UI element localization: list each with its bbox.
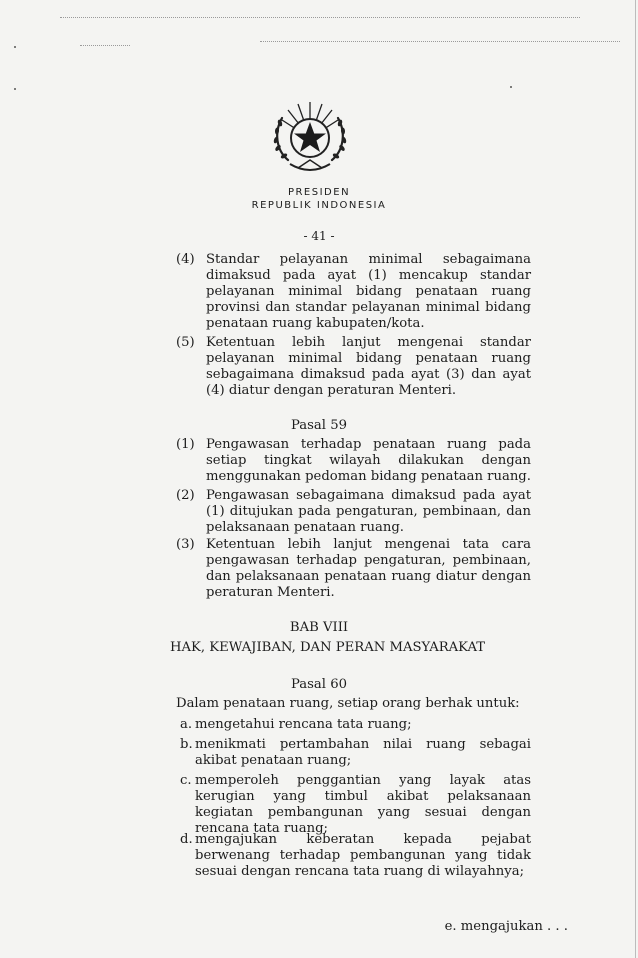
scan-artifact-line: [80, 45, 130, 46]
item-text: Standar pelayanan minimal sebagaimana dimaksud pada ayat (1) mencakup standar pelayanan minimal bidang penataan ruang provinsi dan standar pelayanan minimal bidang penataan ruang kabupaten/kota.: [206, 252, 531, 331]
item-number: (4): [176, 252, 195, 267]
item-text: Ketentuan lebih lanjut mengenai standar pelayanan minimal bidang penataan ruang sebagaimana dimaksud pada ayat (3) dan ayat (4) diatur dengan peraturan Menteri.: [206, 335, 531, 398]
item-number: (3): [176, 537, 195, 552]
item-text: Pengawasan terhadap penataan ruang pada setiap tingkat wilayah dilakukan dengan menggunakan pedoman bidang penataan ruang.: [206, 437, 531, 484]
list-item: [180, 832, 531, 880]
item-text: menikmati pertambahan nilai ruang sebagai akibat penataan ruang;: [195, 737, 531, 768]
section-intro: Dalam penataan ruang, setiap orang berhak untuk:: [176, 696, 520, 711]
continuation-catchword: e. mengajukan . . .: [444, 919, 568, 934]
section-title: Pasal 59: [291, 418, 347, 433]
chapter-subtitle: HAK, KEWAJIBAN, DAN PERAN MASYARAKAT: [170, 640, 486, 655]
item-letter: a.: [180, 717, 193, 732]
presidential-seal-icon: [268, 98, 352, 178]
scan-speck: [14, 88, 16, 90]
item-number: (1): [176, 437, 195, 452]
item-text: mengetahui rencana tata ruang;: [195, 717, 412, 732]
item-letter: d.: [180, 832, 193, 847]
chapter-title: BAB VIII: [289, 620, 349, 635]
scan-artifact-line: [260, 41, 620, 42]
section-title: Pasal 60: [291, 677, 347, 692]
list-item: [180, 717, 531, 733]
scan-speck: [14, 46, 16, 48]
item-number: (5): [176, 335, 195, 350]
list-item: [176, 437, 531, 485]
list-item: [180, 773, 531, 837]
item-text: Ketentuan lebih lanjut mengenai tata cara pengawasan terhadap pengaturan, pembinaan, dan pelaksanaan penataan ruang diatur dengan peraturan Menteri.: [206, 537, 531, 600]
item-letter: b.: [180, 737, 193, 752]
list-item: [180, 737, 531, 769]
page-number: - 41 -: [303, 229, 335, 243]
list-item: [176, 537, 531, 601]
list-item: [176, 488, 531, 536]
item-text: memperoleh penggantian yang layak atas kerugian yang timbul akibat pelaksanaan kegiatan pembangunan yang sesuai dengan rencana tata ruang;: [195, 773, 531, 836]
item-text: mengajukan keberatan kepada pejabat berwenang terhadap pembangunan yang tidak sesuai dengan rencana tata ruang di wilayahnya;: [195, 832, 531, 879]
scan-artifact-line: [60, 17, 580, 18]
list-item: [176, 252, 531, 332]
list-item: [176, 335, 531, 399]
item-letter: c.: [180, 773, 192, 788]
header-title: PRESIDEN: [287, 187, 351, 198]
scan-speck: [510, 86, 512, 88]
header-subtitle: REPUBLIK INDONESIA: [251, 200, 387, 211]
scan-edge: [635, 0, 636, 958]
item-number: (2): [176, 488, 195, 503]
item-text: Pengawasan sebagaimana dimaksud pada ayat (1) ditujukan pada pengaturan, pembinaan, dan pelaksanaan penataan ruang.: [206, 488, 531, 535]
